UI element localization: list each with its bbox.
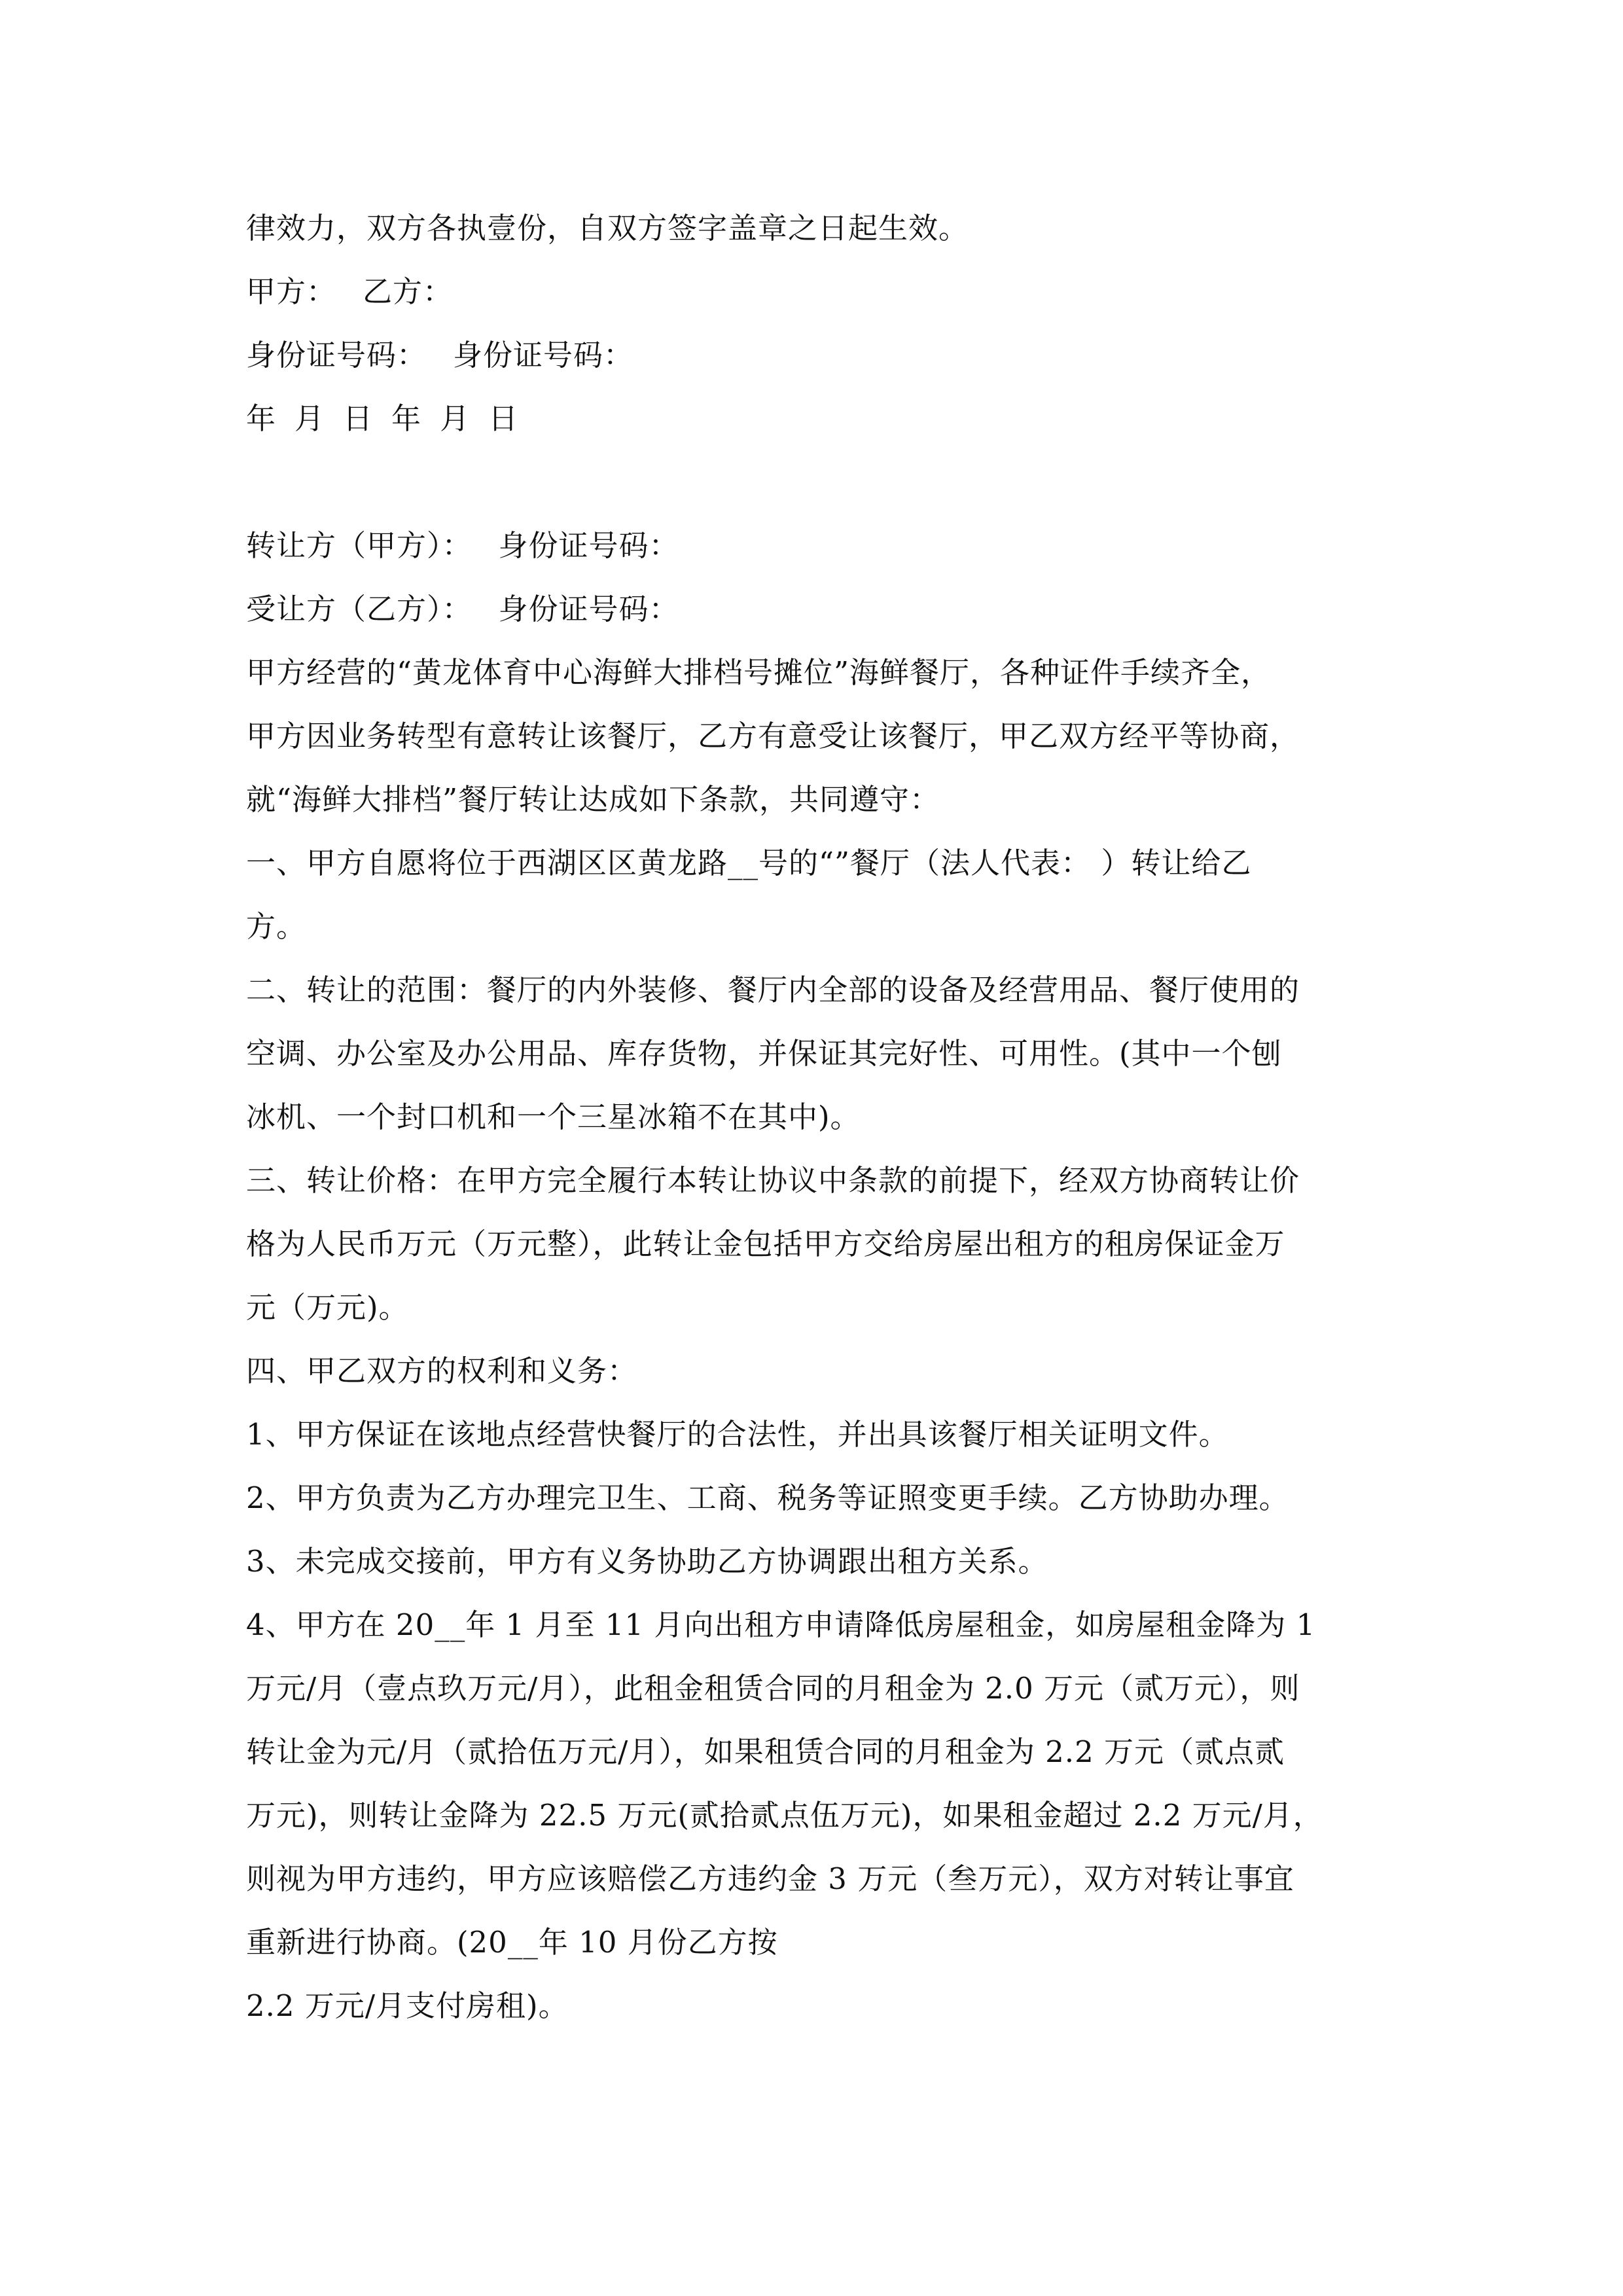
clause-1-line: 方。 [246, 909, 307, 944]
clause-4-title: 四、甲乙双方的权利和义务： [246, 1354, 638, 1388]
date-b-year: 年 [391, 401, 422, 436]
clause-4-item-4-line: 则视为甲方违约，甲方应该赔偿乙方违约金 3 万元（叁万元），双方对转让事宜 [246, 1861, 1294, 1896]
clause-2-line: 二、转让的范围：餐厅的内外装修、餐厅内全部的设备及经营用品、餐厅使用的 [246, 973, 1300, 1007]
clause-3-line: 元（万元)。 [246, 1290, 409, 1325]
clause-4-item: 2、甲方负责为乙方办理完卫生、工商、税务等证照变更手续。乙方协助办理。 [246, 1480, 1289, 1515]
date-b-month: 月 [440, 401, 471, 436]
date-a-year: 年 [246, 401, 277, 436]
clause-1-line: 一、甲方自愿将位于西湖区区黄龙路__号的“”餐厅（法人代表： ）转让给乙 [246, 846, 1252, 880]
transferee-row [246, 577, 1404, 641]
id-b-label: 身份证号码： [453, 338, 634, 372]
clause-2-line: 空调、办公室及办公用品、库存货物，并保证其完好性、可用性。(其中一个刨 [246, 1036, 1282, 1071]
date-b-day: 日 [488, 401, 519, 436]
clause-2-line: 冰机、一个封口机和一个三星冰箱不在其中)。 [246, 1100, 861, 1134]
clause-4-item-4-line: 4、甲方在 20__年 1 月至 11 月向出租方申请降低房屋租金，如房屋租金降为 1 [246, 1607, 1316, 1642]
date-a-day: 日 [343, 401, 374, 436]
clause-4-item-4-line: 转让金为元/月（贰拾伍万元/月），如果租赁合同的月租金为 2.2 万元（贰点贰 [246, 1734, 1285, 1769]
intro-line: 甲方经营的“黄龙体育中心海鲜大排档号摊位”海鲜餐厅，各种证件手续齐全， [246, 655, 1272, 690]
transferee-id-label: 身份证号码： [498, 592, 679, 626]
transferee-label: 受让方（乙方）： [246, 592, 473, 626]
transferor-label: 转让方（甲方）： [246, 528, 473, 563]
transferor-id-label: 身份证号码： [498, 528, 679, 563]
clause-4-item-4-line: 重新进行协商。(20__年 10 月份乙方按 [246, 1925, 778, 1960]
section-gap [246, 450, 1404, 514]
document-body [246, 196, 1404, 2037]
clause-4-item: 1、甲方保证在该地点经营快餐厅的合法性，并出具该餐厅相关证明文件。 [246, 1417, 1229, 1452]
clause-4-item-4-line: 2.2 万元/月支付房租)。 [246, 1988, 569, 2023]
date-row [246, 387, 1404, 450]
intro-line: 甲方因业务转型有意转让该餐厅，乙方有意受让该餐厅，甲乙双方经平等协商， [246, 719, 1300, 753]
transferor-row [246, 514, 1404, 577]
id-a-label: 身份证号码： [246, 338, 427, 372]
party-b-label: 乙方： [363, 274, 454, 309]
clause-4-item-4-line: 万元)，则转让金降为 22.5 万元(贰拾贰点伍万元)，如果租金超过 2.2 万元/月， [246, 1798, 1323, 1833]
clause-3-line: 三、转让价格：在甲方完全履行本转让协议中条款的前提下，经双方协商转让价 [246, 1163, 1300, 1198]
party-a-label: 甲方： [246, 274, 337, 309]
id-number-row [246, 323, 1404, 387]
clause-4-item-4-line: 万元/月（壹点玖万元/月），此租金租赁合同的月租金为 2.0 万元（贰万元），则 [246, 1671, 1300, 1706]
intro-line: 就“海鲜大排档”餐厅转让达成如下条款，共同遵守： [246, 782, 940, 817]
clause-3-line: 格为人民币万元（万元整），此转让金包括甲方交给房屋出租方的租房保证金万 [246, 1227, 1285, 1261]
validity-line: 律效力，双方各执壹份，自双方签字盖章之日起生效。 [246, 211, 969, 245]
party-signature-row [246, 260, 1404, 323]
date-a-month: 月 [294, 401, 325, 436]
clause-4-item: 3、未完成交接前，甲方有义务协助乙方协调跟出租方关系。 [246, 1544, 1048, 1579]
